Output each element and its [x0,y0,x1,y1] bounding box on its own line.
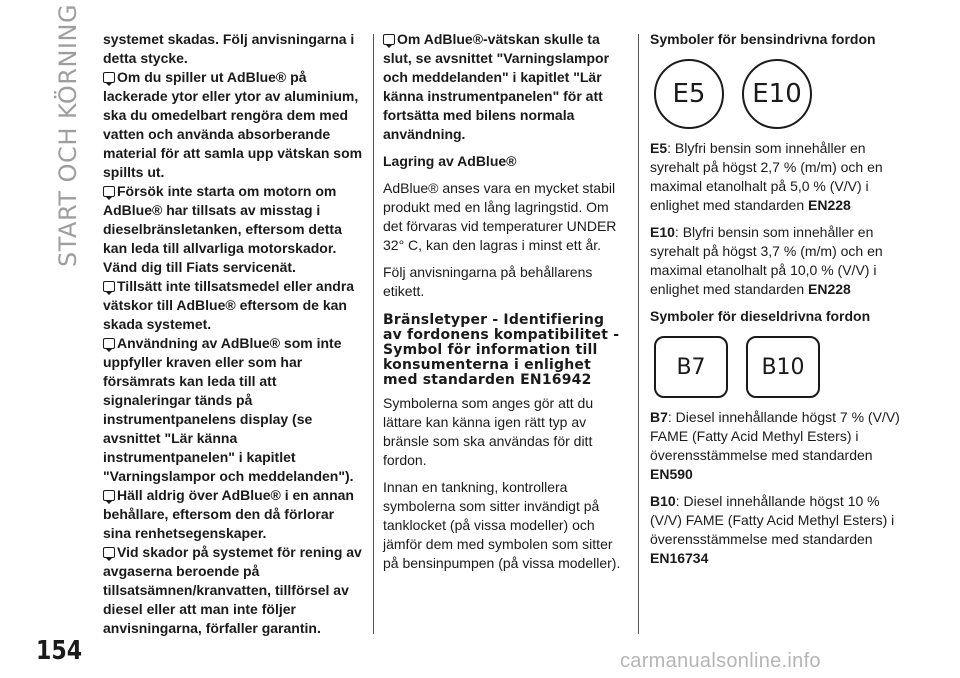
chapter-side-title [48,3,88,272]
page-number: 154 [36,636,83,666]
warning-icon [103,281,115,292]
warning-item: Häll aldrig över AdBlue® i en annan behållare, eftersom den då förlorar sina renhetsegenskaper. [103,487,354,541]
diesel-heading: Symboler för dieseldrivna fordon [650,308,871,324]
warning-item: Om AdBlue®-vätskan skulle ta slut, se avsnittet "Varningslampor och meddelanden" i kapitlet "Lär känna instrumentpanelen" för att fortsätta med bilens normala användning. [383,31,610,142]
e5-description: E5: Blyfri bensin som innehåller en syrehalt på högst 2,7 % (m/m) och en maximal etanolhalt på 5,0 % (V/V) i enlighet med standarden EN228 [650,140,883,213]
warning-item: Vid skador på systemet för rening av avgaserna beroende på tillsatsämnen/kranvatten, tillförsel av diesel eller att man inte följer anvisningarna, förfaller garantin. [103,544,362,636]
b10-description: B10: Diesel innehållande högst 10 % (V/V) FAME (Fatty Acid Methyl Esters) i överensstämmelse med standarden EN16734 [650,493,895,566]
column-divider [638,34,639,634]
storage-paragraph: AdBlue® anses vara en mycket stabil produkt med en lång lagringstid. Om det förvaras vid temperaturer UNDER 32° C, kan den lagras i minst ett år. [383,180,617,253]
warning-icon [103,490,115,501]
column-divider [373,34,374,634]
b7-symbol: B7 [654,336,728,398]
petrol-symbols [654,59,905,129]
e10-description: E10: Blyfri bensin som innehåller en syrehalt på högst 3,7 % (m/m) och en maximal etanolhalt på 10,0 % (V/V) i enlighet med standarden EN228 [650,224,883,297]
b10-symbol: B10 [746,336,820,398]
diesel-symbols [654,336,905,398]
chapter-title-text: START OCH KÖRNING [54,3,82,267]
watermark-footer: carmanualsonline.info [620,650,821,672]
warning-item: Användning av AdBlue® som inte uppfyller kraven eller som har försämrats kan leda till att signaleringar tänds på instrumentpanelens display (se avsnittet "Lär känna instrumentpanelen" i kapitlet "Varningslampor och meddelanden"). [103,335,354,484]
petrol-heading: Symboler för bensindrivna fordon [650,31,876,47]
warning-icon [383,34,395,45]
warning-icon [103,72,115,83]
e10-symbol: E10 [742,59,812,129]
section-paragraph: Symbolerna som anges gör att du lättare kan känna igen rätt typ av bränsle som ska användas för ditt fordon. [383,395,594,468]
fuel-section-heading: Bränsletyper - Identifiering av fordonens kompatibilitet - Symbol för information till konsumenterna i enlighet med standarden EN16942 [383,312,620,388]
warning-item: Om du spiller ut AdBlue® på lackerade ytor eller ytor av aluminium, ska du omedelbart rengöra dem med vatten och använda absorberande material för att samla upp vätskan som spillts ut. [103,69,363,180]
warning-icon [103,338,115,349]
e5-symbol: E5 [654,59,724,129]
warning-icon [103,186,115,197]
b7-description: B7: Diesel innehållande högst 7 % (V/V) FAME (Fatty Acid Methyl Esters) i överensstämmelse med standarden EN590 [650,409,900,482]
section-paragraph: Innan en tankning, kontrollera symbolerna som sitter invändigt på tanklocket (på vissa modeller) och jämför dem med symbolen som sitter på bensinpumpen (på vissa modeller). [383,479,621,571]
column-1 [103,30,365,638]
intro-text: systemet skadas. Följ anvisningarna i detta stycke. [103,31,355,66]
warning-icon [103,547,115,558]
column-3 [650,30,905,568]
warning-item: Tillsätt inte tillsatsmedel eller andra vätskor till AdBlue® eftersom de kan skada systemet. [103,278,355,332]
column-2 [383,30,623,573]
storage-paragraph: Följ anvisningarna på behållarens etikett. [383,264,593,299]
storage-heading: Lagring av AdBlue® [383,153,517,169]
warning-item: Försök inte starta om motorn om AdBlue® har tillsats av misstag i dieselbränsletanken, eftersom detta kan leda till allvarliga motorskador. Vänd dig till Fiats servicenät. [103,183,342,275]
